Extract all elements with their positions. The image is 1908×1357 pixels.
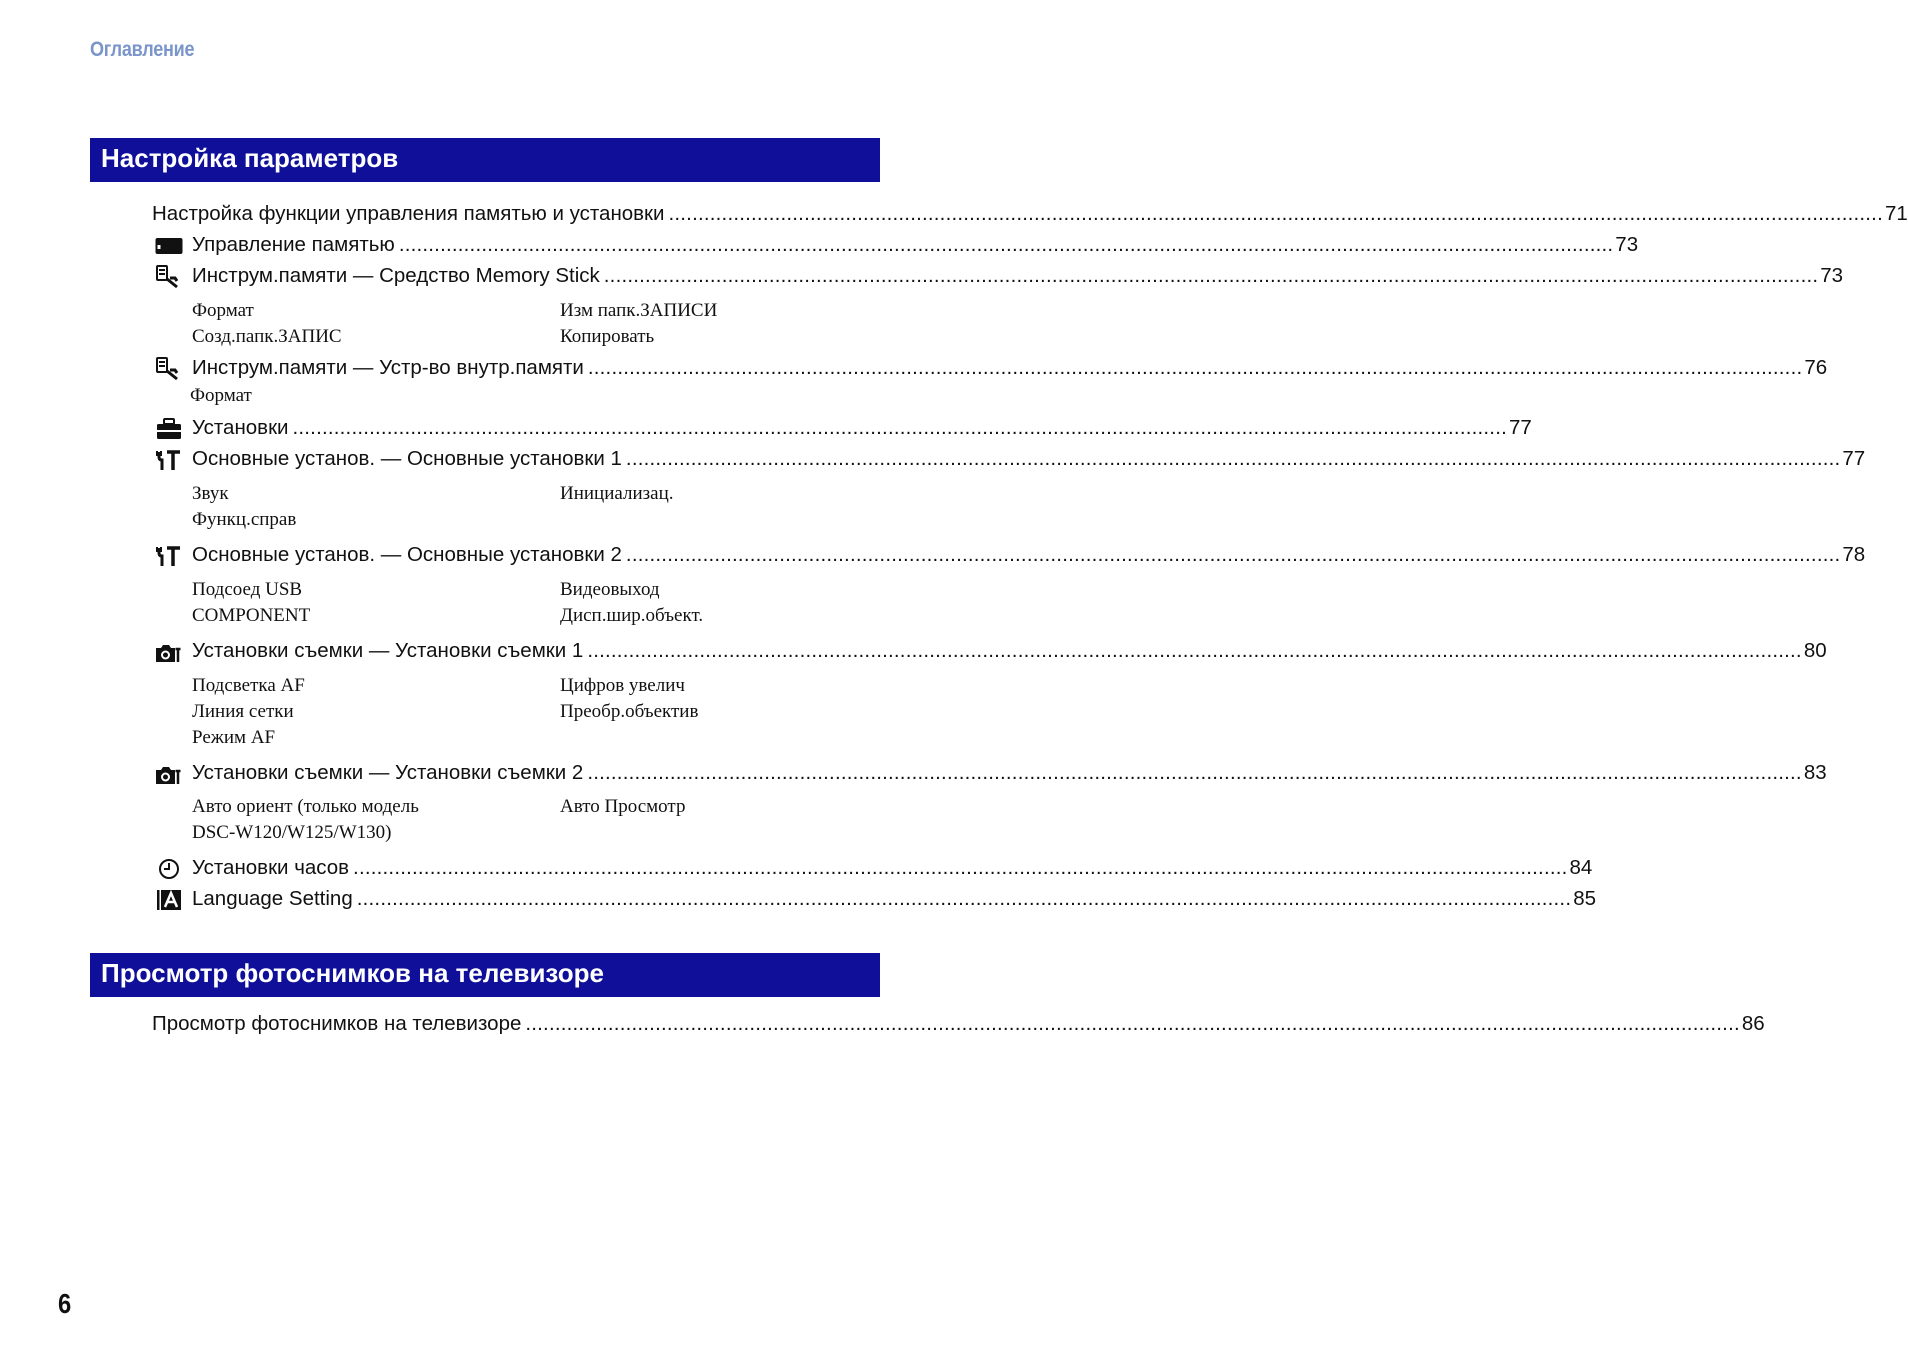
page-number: 6 xyxy=(58,1288,72,1319)
toc-entry-language-setting[interactable] xyxy=(192,887,1597,915)
toc-entry-basic-settings-1[interactable] xyxy=(192,447,1866,475)
toc-entry-text: Language Setting xyxy=(192,887,353,910)
clock-icon xyxy=(155,858,183,880)
toc-entry-text: Просмотр фотоснимков на телевизоре xyxy=(152,1012,522,1035)
sub-item: Цифров увелич xyxy=(560,675,685,696)
leader-dots: .............................................................................................................................................................................................................. xyxy=(603,264,1819,287)
section-heading-settings: Настройка параметров xyxy=(90,138,880,182)
camera-settings-icon xyxy=(155,642,183,664)
toc-entry-tv-viewing[interactable] xyxy=(152,1012,1765,1040)
toc-entry-clock-settings[interactable] xyxy=(192,856,1593,884)
leader-dots: .............................................................................................................................................................................................................. xyxy=(587,761,1802,784)
toc-entry-text: Инструм.памяти — Устр-во внутр.памяти xyxy=(192,356,584,379)
toc-entry-page: 71 xyxy=(1884,202,1908,225)
sub-item: Формат xyxy=(192,300,254,321)
sub-item: Линия сетки xyxy=(192,701,294,722)
toc-entry-page: 76 xyxy=(1804,356,1828,379)
toc-entry-text: Основные установ. — Основные установки 2 xyxy=(192,543,622,566)
leader-dots: .............................................................................................................................................................................................................. xyxy=(587,356,1803,379)
leader-dots: .............................................................................................................................................................................................................. xyxy=(353,856,1568,879)
camera-settings-icon xyxy=(155,764,183,786)
toc-entry-page: 85 xyxy=(1573,887,1597,910)
toc-entry-page: 77 xyxy=(1842,447,1866,470)
toc-entry-text: Основные установ. — Основные установки 1 xyxy=(192,447,622,470)
leader-dots: .............................................................................................................................................................................................................. xyxy=(398,233,1614,256)
toc-entry-page: 78 xyxy=(1842,543,1866,566)
toc-entry-memory-stick-tool[interactable] xyxy=(192,264,1844,292)
sub-item: Видеовыход xyxy=(560,579,660,600)
toc-entry-text: Установки часов xyxy=(192,856,350,879)
sub-item: Подсветка AF xyxy=(192,675,305,696)
leader-dots: .............................................................................................................................................................................................................. xyxy=(292,416,1507,439)
toc-entry-basic-settings-2[interactable] xyxy=(192,543,1866,571)
sub-item: DSC-W120/W125/W130) xyxy=(192,822,392,843)
toc-entry-memory-management[interactable] xyxy=(192,233,1639,261)
sub-item: Звук xyxy=(192,483,229,504)
toc-entry-page: 80 xyxy=(1803,639,1827,662)
toc-entry-memory-settings[interactable] xyxy=(152,202,1908,230)
toc-entry-page: 83 xyxy=(1803,761,1827,784)
language-icon xyxy=(155,889,183,911)
wrench-icon xyxy=(155,545,183,567)
sub-item: Формат xyxy=(190,385,252,406)
sub-item: Авто Просмотр xyxy=(560,796,686,817)
toc-entry-page: 86 xyxy=(1741,1012,1765,1035)
sub-item: Копировать xyxy=(560,326,655,347)
toc-entry-text: Установки съемки — Установки съемки 1 xyxy=(192,639,584,662)
sub-item: Инициализац. xyxy=(560,483,674,504)
sub-item: Функц.справ xyxy=(192,509,297,530)
leader-dots: .............................................................................................................................................................................................................. xyxy=(525,1012,1740,1035)
toc-entry-page: 73 xyxy=(1615,233,1639,256)
toc-entry-page: 73 xyxy=(1820,264,1844,287)
wrench-icon xyxy=(155,449,183,471)
sub-item: Преобр.объектив xyxy=(560,701,699,722)
toc-entry-text: Установки съемки — Установки съемки 2 xyxy=(192,761,584,784)
sub-item: Дисп.шир.объект. xyxy=(560,605,704,626)
sub-item: Подсоед USB xyxy=(192,579,303,600)
toc-entry-text: Установки xyxy=(192,416,289,439)
section-heading-tv-viewing: Просмотр фотоснимков на телевизоре xyxy=(90,953,880,997)
toc-entry-shooting-settings-1[interactable] xyxy=(192,639,1827,667)
leader-dots: .............................................................................................................................................................................................................. xyxy=(356,887,1572,910)
sub-item: COMPONENT xyxy=(192,605,311,626)
leader-dots: .............................................................................................................................................................................................................. xyxy=(587,639,1802,662)
toc-entry-settings[interactable] xyxy=(192,416,1532,444)
sub-item: Авто ориент (только модель xyxy=(192,796,419,817)
toc-entry-page: 84 xyxy=(1569,856,1593,879)
memory-card-icon xyxy=(155,235,183,257)
toc-entry-page: 77 xyxy=(1508,416,1532,439)
toc-entry-internal-memory-tool[interactable] xyxy=(192,356,1828,384)
breadcrumb[interactable]: Оглавление xyxy=(90,38,195,61)
toolbox-icon xyxy=(155,418,183,440)
sub-item: Созд.папк.ЗАПИС xyxy=(192,326,342,347)
leader-dots: .............................................................................................................................................................................................................. xyxy=(668,202,1883,225)
toc-entry-text: Управление памятью xyxy=(192,233,395,256)
leader-dots: .............................................................................................................................................................................................................. xyxy=(625,447,1841,470)
toc-entry-text: Инструм.памяти — Средство Memory Stick xyxy=(192,264,600,287)
memory-tool-icon xyxy=(154,358,182,380)
toc-entry-text: Настройка функции управления памятью и установки xyxy=(152,202,665,225)
sub-item: Режим AF xyxy=(192,727,276,748)
leader-dots: .............................................................................................................................................................................................................. xyxy=(625,543,1841,566)
sub-item: Изм папк.ЗАПИСИ xyxy=(560,300,718,321)
memory-tool-icon xyxy=(154,266,182,288)
toc-entry-shooting-settings-2[interactable] xyxy=(192,761,1827,789)
